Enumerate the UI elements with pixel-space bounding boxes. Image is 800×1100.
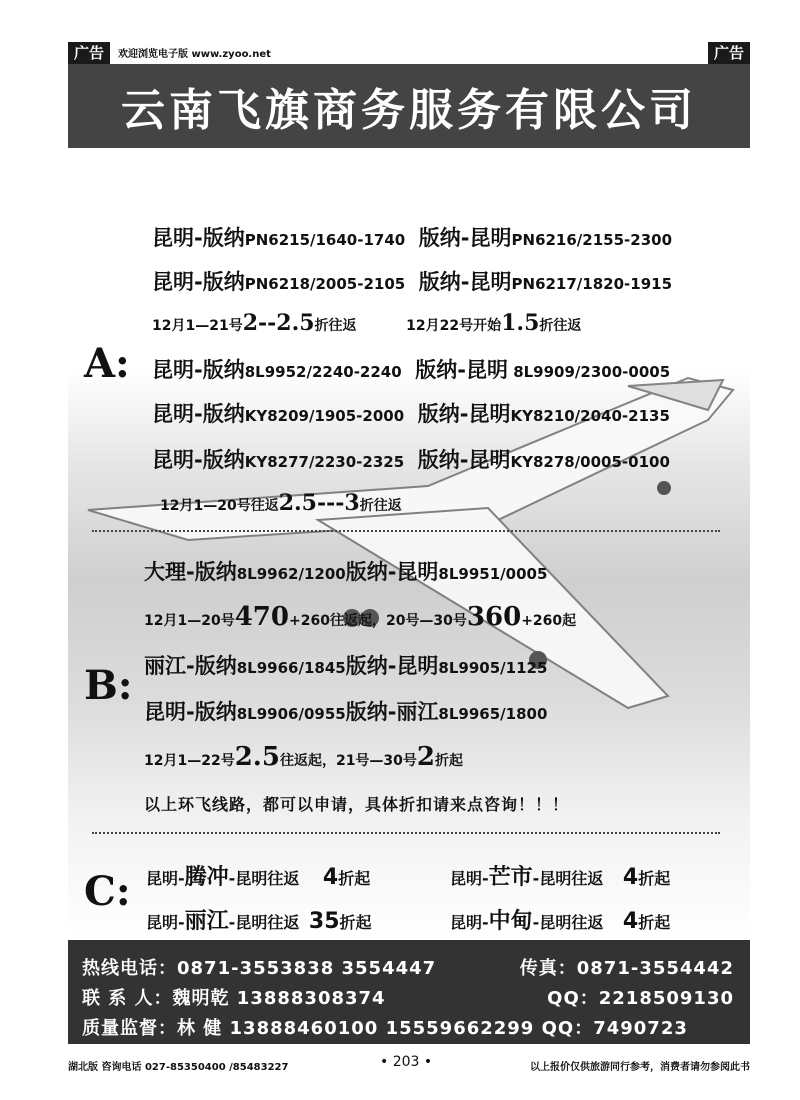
discount-text: 12月22号开始 bbox=[406, 318, 502, 334]
price-row bbox=[144, 602, 576, 632]
company-banner bbox=[68, 64, 750, 148]
route-row bbox=[144, 650, 547, 680]
price-text: +260往返起，20号—30号 bbox=[289, 613, 467, 629]
page-number: • 203 • bbox=[380, 1054, 433, 1070]
offer-num: 4 bbox=[622, 909, 639, 934]
flight-code: KY8278/0005-0100 bbox=[510, 453, 670, 471]
price-text: 12月1—20号 bbox=[144, 613, 235, 629]
route-row bbox=[152, 266, 672, 296]
offer-text: -昆明往返 bbox=[532, 869, 604, 888]
route-to: 版纳-昆明 bbox=[345, 654, 439, 678]
route-row bbox=[152, 444, 670, 474]
divider bbox=[92, 530, 720, 532]
route-from: 丽江-版纳 bbox=[144, 654, 237, 678]
offer-text: -昆明往返 bbox=[228, 913, 300, 932]
route-to: 版纳-昆明 bbox=[418, 270, 512, 294]
discount-value: 2.5---3 bbox=[278, 490, 360, 516]
offer-num: 4 bbox=[322, 865, 339, 890]
discount-text: 折往返 bbox=[314, 318, 357, 334]
flight-code: 8L9962/1200 bbox=[236, 565, 346, 583]
flight-code: PN6217/1820-1915 bbox=[511, 275, 673, 293]
discount-value: 1.5 bbox=[501, 310, 540, 336]
route-from: 昆明-版纳 bbox=[152, 226, 245, 250]
offer-text: 昆明- bbox=[450, 913, 489, 932]
discount-row bbox=[160, 490, 402, 516]
route-to: 版纳-丽江 bbox=[345, 700, 439, 724]
flight-code: 8L9906/0955 bbox=[236, 705, 346, 723]
price-value: 360 bbox=[466, 602, 522, 632]
offer-text: -昆明往返 bbox=[228, 869, 300, 888]
section-c-marker: C: bbox=[84, 868, 131, 915]
city-offer bbox=[146, 860, 370, 891]
discount-text: 折起 bbox=[435, 753, 464, 769]
route-from: 昆明-版纳 bbox=[144, 700, 237, 724]
discount-row bbox=[144, 742, 463, 772]
route-to: 版纳-昆明 bbox=[418, 226, 512, 250]
offer-text: 折起 bbox=[638, 869, 671, 888]
flight-code: 8L9966/1845 bbox=[236, 659, 346, 677]
flight-code: 8L9905/1125 bbox=[438, 659, 548, 677]
route-to: 版纳-昆明 bbox=[417, 402, 511, 426]
offer-text: -昆明往返 bbox=[532, 913, 604, 932]
discount-value: 2.5 bbox=[234, 742, 280, 772]
flight-code: 8L9951/0005 bbox=[438, 565, 548, 583]
offer-num: 35 bbox=[308, 909, 340, 934]
route-row bbox=[144, 696, 547, 726]
route-from: 昆明-版纳 bbox=[152, 448, 245, 472]
quality-supervision: 质量监督：林 健 13888460100 15559662299 QQ：7490723 bbox=[82, 1018, 688, 1039]
flight-code: PN6218/2005-2105 bbox=[244, 275, 406, 293]
price-text: +260起 bbox=[521, 613, 577, 629]
route-note: 以上环飞线路，都可以申请，具体折扣请来点咨询！！！ bbox=[144, 795, 570, 814]
flight-code: 8L9909/2300-0005 bbox=[507, 363, 671, 381]
discount-row bbox=[152, 310, 581, 336]
discount-text: 12月1—22号 bbox=[144, 753, 235, 769]
offer-text: 折起 bbox=[339, 913, 372, 932]
discount-text: 折往返 bbox=[359, 498, 402, 514]
route-from: 昆明-版纳 bbox=[152, 358, 245, 382]
flight-code: 8L9965/1800 bbox=[438, 705, 548, 723]
flight-code: PN6215/1640-1740 bbox=[244, 231, 406, 249]
site-note: 欢迎浏览电子版 www.zyoo.net bbox=[118, 49, 271, 60]
route-row bbox=[144, 556, 547, 586]
offer-num: 4 bbox=[622, 865, 639, 890]
offer-text: 昆明- bbox=[146, 913, 185, 932]
city-name: 丽江 bbox=[184, 909, 229, 934]
city-offer bbox=[450, 904, 670, 935]
discount-text: 12月1—21号 bbox=[152, 318, 243, 334]
disclaimer: 以上报价仅供旅游同行参考，消费者请勿参阅此书 bbox=[530, 1062, 750, 1073]
company-name: 云南飞旗商务服务有限公司 bbox=[121, 85, 697, 136]
route-to: 版纳-昆明 bbox=[417, 448, 511, 472]
flight-code: KY8210/2040-2135 bbox=[510, 407, 670, 425]
city-name: 中甸 bbox=[488, 909, 533, 934]
section-b-marker: B: bbox=[84, 662, 133, 709]
offer-text: 折起 bbox=[338, 869, 371, 888]
qq-number: QQ：2218509130 bbox=[547, 988, 734, 1009]
route-row bbox=[152, 354, 670, 384]
discount-text: 往返起，21号—30号 bbox=[279, 753, 417, 769]
route-to: 版纳-昆明 bbox=[415, 358, 508, 382]
flight-code: KY8277/2230-2325 bbox=[244, 453, 405, 471]
ad-tag-right: 广告 bbox=[708, 42, 750, 64]
flight-code: PN6216/2155-2300 bbox=[511, 231, 673, 249]
contact-person: 联 系 人：魏明乾 13888308374 bbox=[82, 988, 386, 1009]
discount-text: 折往返 bbox=[539, 318, 582, 334]
ad-tag-left: 广告 bbox=[68, 42, 110, 64]
city-offer bbox=[450, 860, 670, 891]
route-to: 版纳-昆明 bbox=[345, 560, 439, 584]
edition-note: 湖北版 咨询电话 027-85350400 /85483227 bbox=[68, 1062, 289, 1073]
flight-code: KY8209/1905-2000 bbox=[244, 407, 405, 425]
section-a-marker: A: bbox=[84, 340, 130, 387]
offer-text: 昆明- bbox=[450, 869, 489, 888]
route-from: 昆明-版纳 bbox=[152, 270, 245, 294]
offer-text: 昆明- bbox=[146, 869, 185, 888]
city-name: 腾冲 bbox=[184, 865, 229, 890]
fax: 传真：0871-3554442 bbox=[519, 958, 734, 979]
offer-text: 折起 bbox=[638, 913, 671, 932]
route-from: 昆明-版纳 bbox=[152, 402, 245, 426]
price-value: 470 bbox=[234, 602, 289, 632]
city-offer bbox=[146, 904, 372, 935]
discount-text: 12月1—20号往返 bbox=[160, 498, 279, 514]
hotline: 热线电话：0871-3553838 3554447 bbox=[82, 958, 437, 979]
flight-code: 8L9952/2240-2240 bbox=[244, 363, 402, 381]
discount-value: 2--2.5 bbox=[242, 310, 315, 336]
divider bbox=[92, 832, 720, 834]
route-row bbox=[152, 222, 672, 252]
route-from: 大理-版纳 bbox=[144, 560, 237, 584]
city-name: 芒市 bbox=[488, 865, 533, 890]
discount-value: 2 bbox=[416, 742, 436, 772]
contact-panel bbox=[68, 940, 750, 1044]
route-row bbox=[152, 398, 670, 428]
